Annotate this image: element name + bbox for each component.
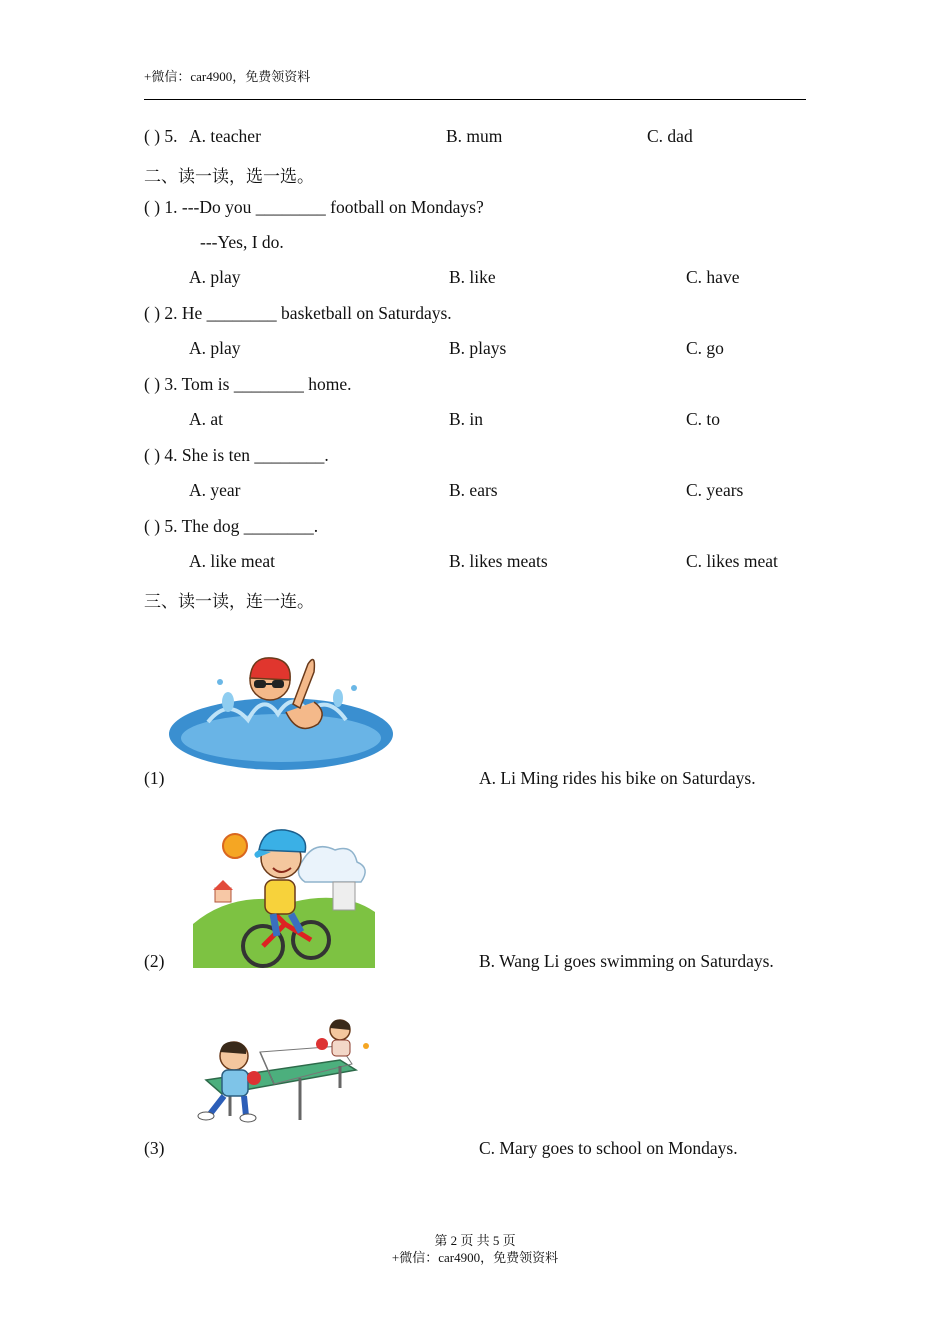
q3-stem: ( ) 3. Tom is ________ home. — [144, 374, 352, 394]
q1-answer-line: ---Yes, I do. — [200, 232, 284, 252]
prev-option-a: A. teacher — [189, 126, 261, 146]
match-label-2: (2) — [144, 951, 165, 971]
q4-option-b: B. ears — [449, 480, 498, 500]
bike-rider-illustration — [193, 820, 375, 970]
prev-question-stem: ( ) 5. — [144, 126, 178, 146]
q2-option-b: B. plays — [449, 338, 507, 358]
q1-option-c: C. have — [686, 267, 740, 287]
q4-stem: ( ) 4. She is ten ________. — [144, 445, 329, 465]
section2-title: 二、读一读，选一选。 — [144, 167, 314, 186]
q2-stem: ( ) 2. He ________ basketball on Saturdays. — [144, 303, 452, 323]
header-rule — [144, 99, 806, 100]
q4-option-a: A. year — [189, 480, 241, 500]
table-tennis-illustration — [190, 1016, 372, 1124]
match-label-3: (3) — [144, 1138, 165, 1158]
prev-option-c: C. dad — [647, 126, 693, 146]
q5-option-b: B. likes meats — [449, 551, 548, 571]
q1-option-b: B. like — [449, 267, 496, 287]
q3-option-b: B. in — [449, 409, 484, 429]
q1-stem: ( ) 1. ---Do you ________ football on Mondays? — [144, 197, 484, 217]
match-label-1: (1) — [144, 768, 165, 788]
q2-option-a: A. play — [189, 338, 241, 358]
header-watermark: +微信：car4900，免费领资料 — [144, 69, 311, 84]
q5-option-a: A. like meat — [189, 551, 276, 571]
q4-option-c: C. years — [686, 480, 744, 500]
q3-option-a: A. at — [189, 409, 224, 429]
swimmer-illustration — [168, 642, 394, 774]
prev-option-b: B. mum — [446, 126, 503, 146]
page-number: 第 2 页 共 5 页 — [434, 1233, 516, 1248]
q5-option-c: C. likes meat — [686, 551, 778, 571]
q2-option-c: C. go — [686, 338, 724, 358]
footer-watermark: +微信：car4900，免费领资料 — [391, 1250, 559, 1265]
q5-stem: ( ) 5. The dog ________. — [144, 516, 319, 536]
match-sentence-a: A. Li Ming rides his bike on Saturdays. — [479, 768, 756, 788]
section3-title: 三、读一读，连一连。 — [144, 592, 314, 611]
q1-option-a: A. play — [189, 267, 241, 287]
q3-option-c: C. to — [686, 409, 721, 429]
match-sentence-c: C. Mary goes to school on Mondays. — [479, 1138, 738, 1158]
match-sentence-b: B. Wang Li goes swimming on Saturdays. — [479, 951, 774, 971]
